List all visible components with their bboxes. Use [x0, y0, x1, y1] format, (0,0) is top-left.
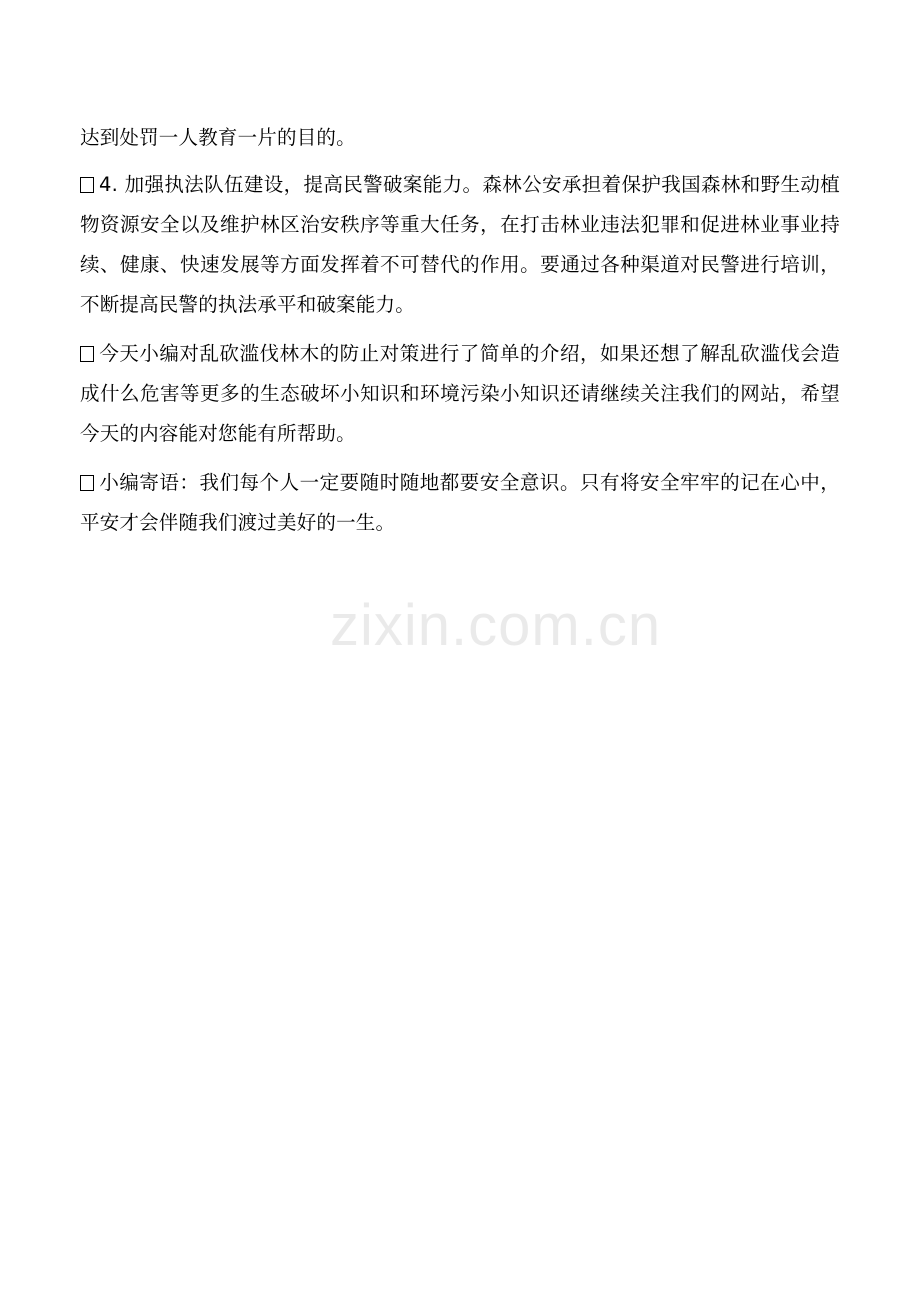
paragraph-4-text: 小编寄语：我们每个人一定要随时随地都要安全意识。只有将安全牢牢的记在心中，平安才会伴随我们渡过美好的一生。 — [80, 471, 840, 534]
square-bullet-icon — [80, 475, 94, 491]
paragraph-2 — [80, 165, 840, 325]
watermark: zixin.com.cn — [330, 593, 662, 658]
paragraph-2-text: 4. 加强执法队伍建设，提高民警破案能力。森林公安承担着保护我国森林和野生动植物资源安全以及维护林区治安秩序等重大任务，在打击林业违法犯罪和促进林业事业持续、健康、快速发展等方面发挥着不可替代的作用。要通过各种渠道对民警进行培训，不断提高民警的执法承平和破案能力。 — [80, 173, 840, 316]
document-body — [80, 118, 840, 552]
square-bullet-icon — [80, 346, 94, 362]
paragraph-4 — [80, 463, 840, 543]
paragraph-3 — [80, 334, 840, 454]
square-bullet-icon — [80, 177, 94, 193]
paragraph-1-text: 达到处罚一人教育一片的目的。 — [80, 126, 356, 149]
paragraph-3-text: 今天小编对乱砍滥伐林木的防止对策进行了简单的介绍，如果还想了解乱砍滥伐会造成什么危害等更多的生态破坏小知识和环境污染小知识还请继续关注我们的网站，希望今天的内容能对您能有所帮助。 — [80, 342, 840, 445]
paragraph-1 — [80, 118, 840, 158]
